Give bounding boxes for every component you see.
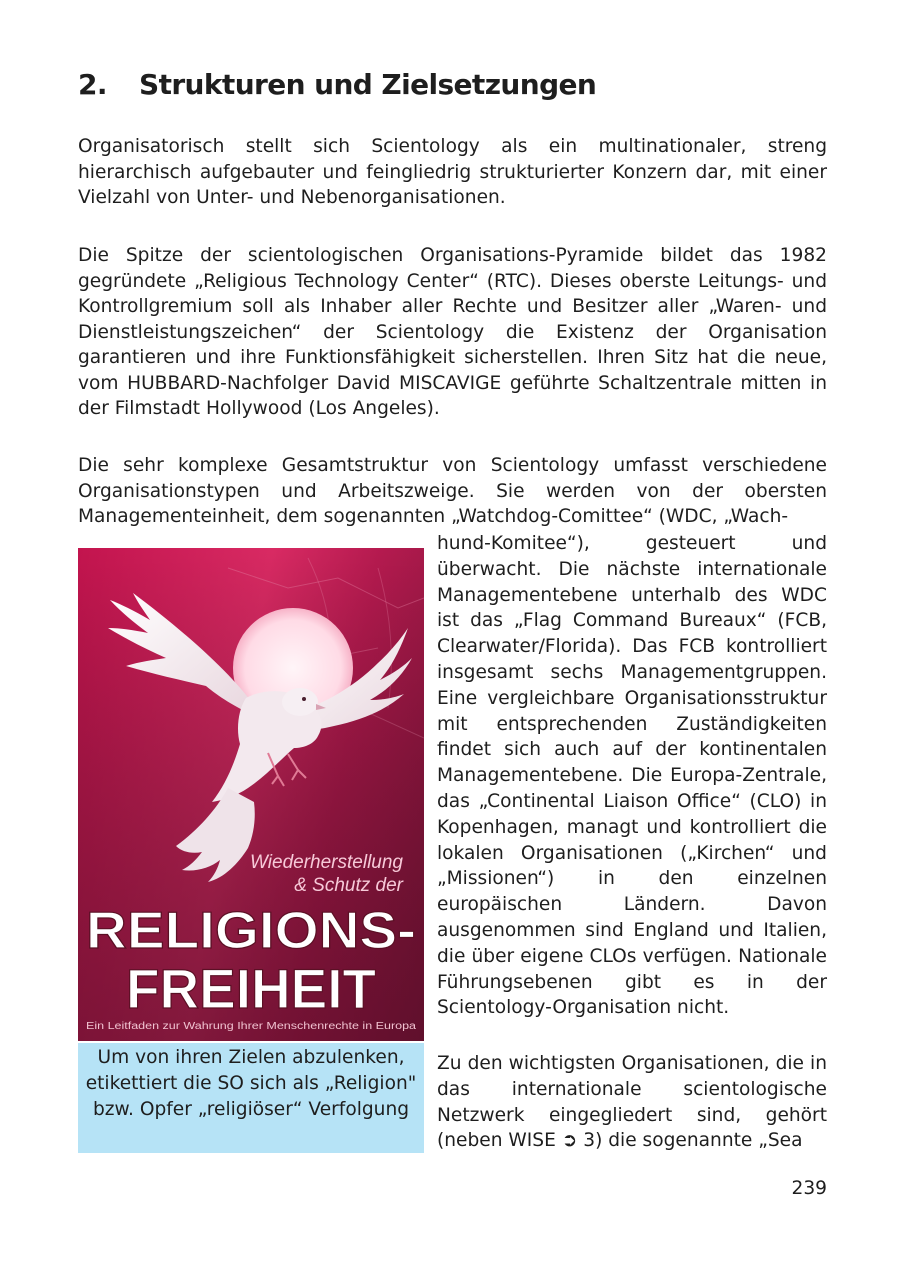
section-title: Strukturen und Zielsetzungen [139, 68, 597, 101]
paragraph-1: Organisatorisch stellt sich Scientology als ein multinationaler, streng hierarchisch aufgebauter und feingliedrig strukturierter Konzern dar, mit einer Vielzahl von Unter- und Nebenorganisationen. [78, 136, 827, 208]
column-paragraph-1: hund-Komitee“), gesteuert und überwacht. Die nächste internationale Managementebene unterhalb des WDC ist das „Flag Command Bureaux“ (FCB, Clearwater/Florida). Das FCB kontrolliert insgesamt sechs Managementgruppen. Eine vergleichbare Organisationsstruktur mit entsprechenden Zuständigkeiten findet sich auch auf der kontinentalen Managementebene. Die Europa-Zentrale, das „Continental Liaison Office“ (CLO) in Kopenhagen, managt und kontrolliert die lokalen Organisationen („Kirchen“ und „Missionen“) in den einzelnen europäischen Ländern. Davon ausgenommen sind England und Italien, die über eigene CLOs verfügen. Nationale Führungsebenen gibt es in der Scientology-Organisation nicht. [437, 533, 827, 1019]
section-heading [78, 68, 596, 101]
book-cover-image [78, 548, 424, 1041]
cover-tagline: Ein Leitfaden zur Wahrung Ihrer Menschenrechte in Europa [86, 1021, 417, 1032]
dove-head [282, 688, 318, 716]
paragraph-2: Die Spitze der scientologischen Organisations-Pyramide bildet das 1982 gegründete „Religious Technology Center“ (RTC). Dieses oberste Leitungs- und Kontrollgremium soll als Inhaber aller Rechte und Besitzer aller „Waren- und Dienstleistungszeichen“ der Scientology die Existenz der Organisation garantieren und ihre Funktionsfähigkeit sicherstellen. Ihren Sitz hat die neue, vom HUBBARD-Nachfolger David MISCAVIGE geführte Schaltzentrale mitten in der Filmstadt Hollywood (Los Angeles). [78, 245, 827, 419]
cover-title-line-1: RELIGIONS- [86, 902, 416, 960]
book-cover-illustration [78, 548, 424, 1041]
column-paragraph-2: Zu den wichtigsten Organisationen, die in das internationale scientologische Netzwerk eingegliedert sind, gehört (neben WISE ➲ 3) die sogenannte „Sea [437, 1053, 827, 1152]
cover-subtitle-line-2: & Schutz der [294, 875, 403, 896]
section-number: 2. [78, 68, 107, 101]
figure-caption: Um von ihren Zielen abzulenken, etikettiert die SO sich als „Religion" bzw. Opfer „religiöser“ Verfolgung [78, 1043, 424, 1153]
cover-subtitle-line-1: Wiederherstellung [250, 852, 403, 873]
cover-title-line-2: FREIHEIT [126, 957, 376, 1020]
page-number: 239 [791, 1178, 827, 1199]
paragraph-3: Die sehr komplexe Gesamtstruktur von Scientology umfasst verschiedene Organisationstypen und Arbeitszweige. Sie werden von der obersten Managementeinheit, dem sogenannten „Watchdog-Comittee“ (WDC, „Wach- [78, 455, 827, 527]
